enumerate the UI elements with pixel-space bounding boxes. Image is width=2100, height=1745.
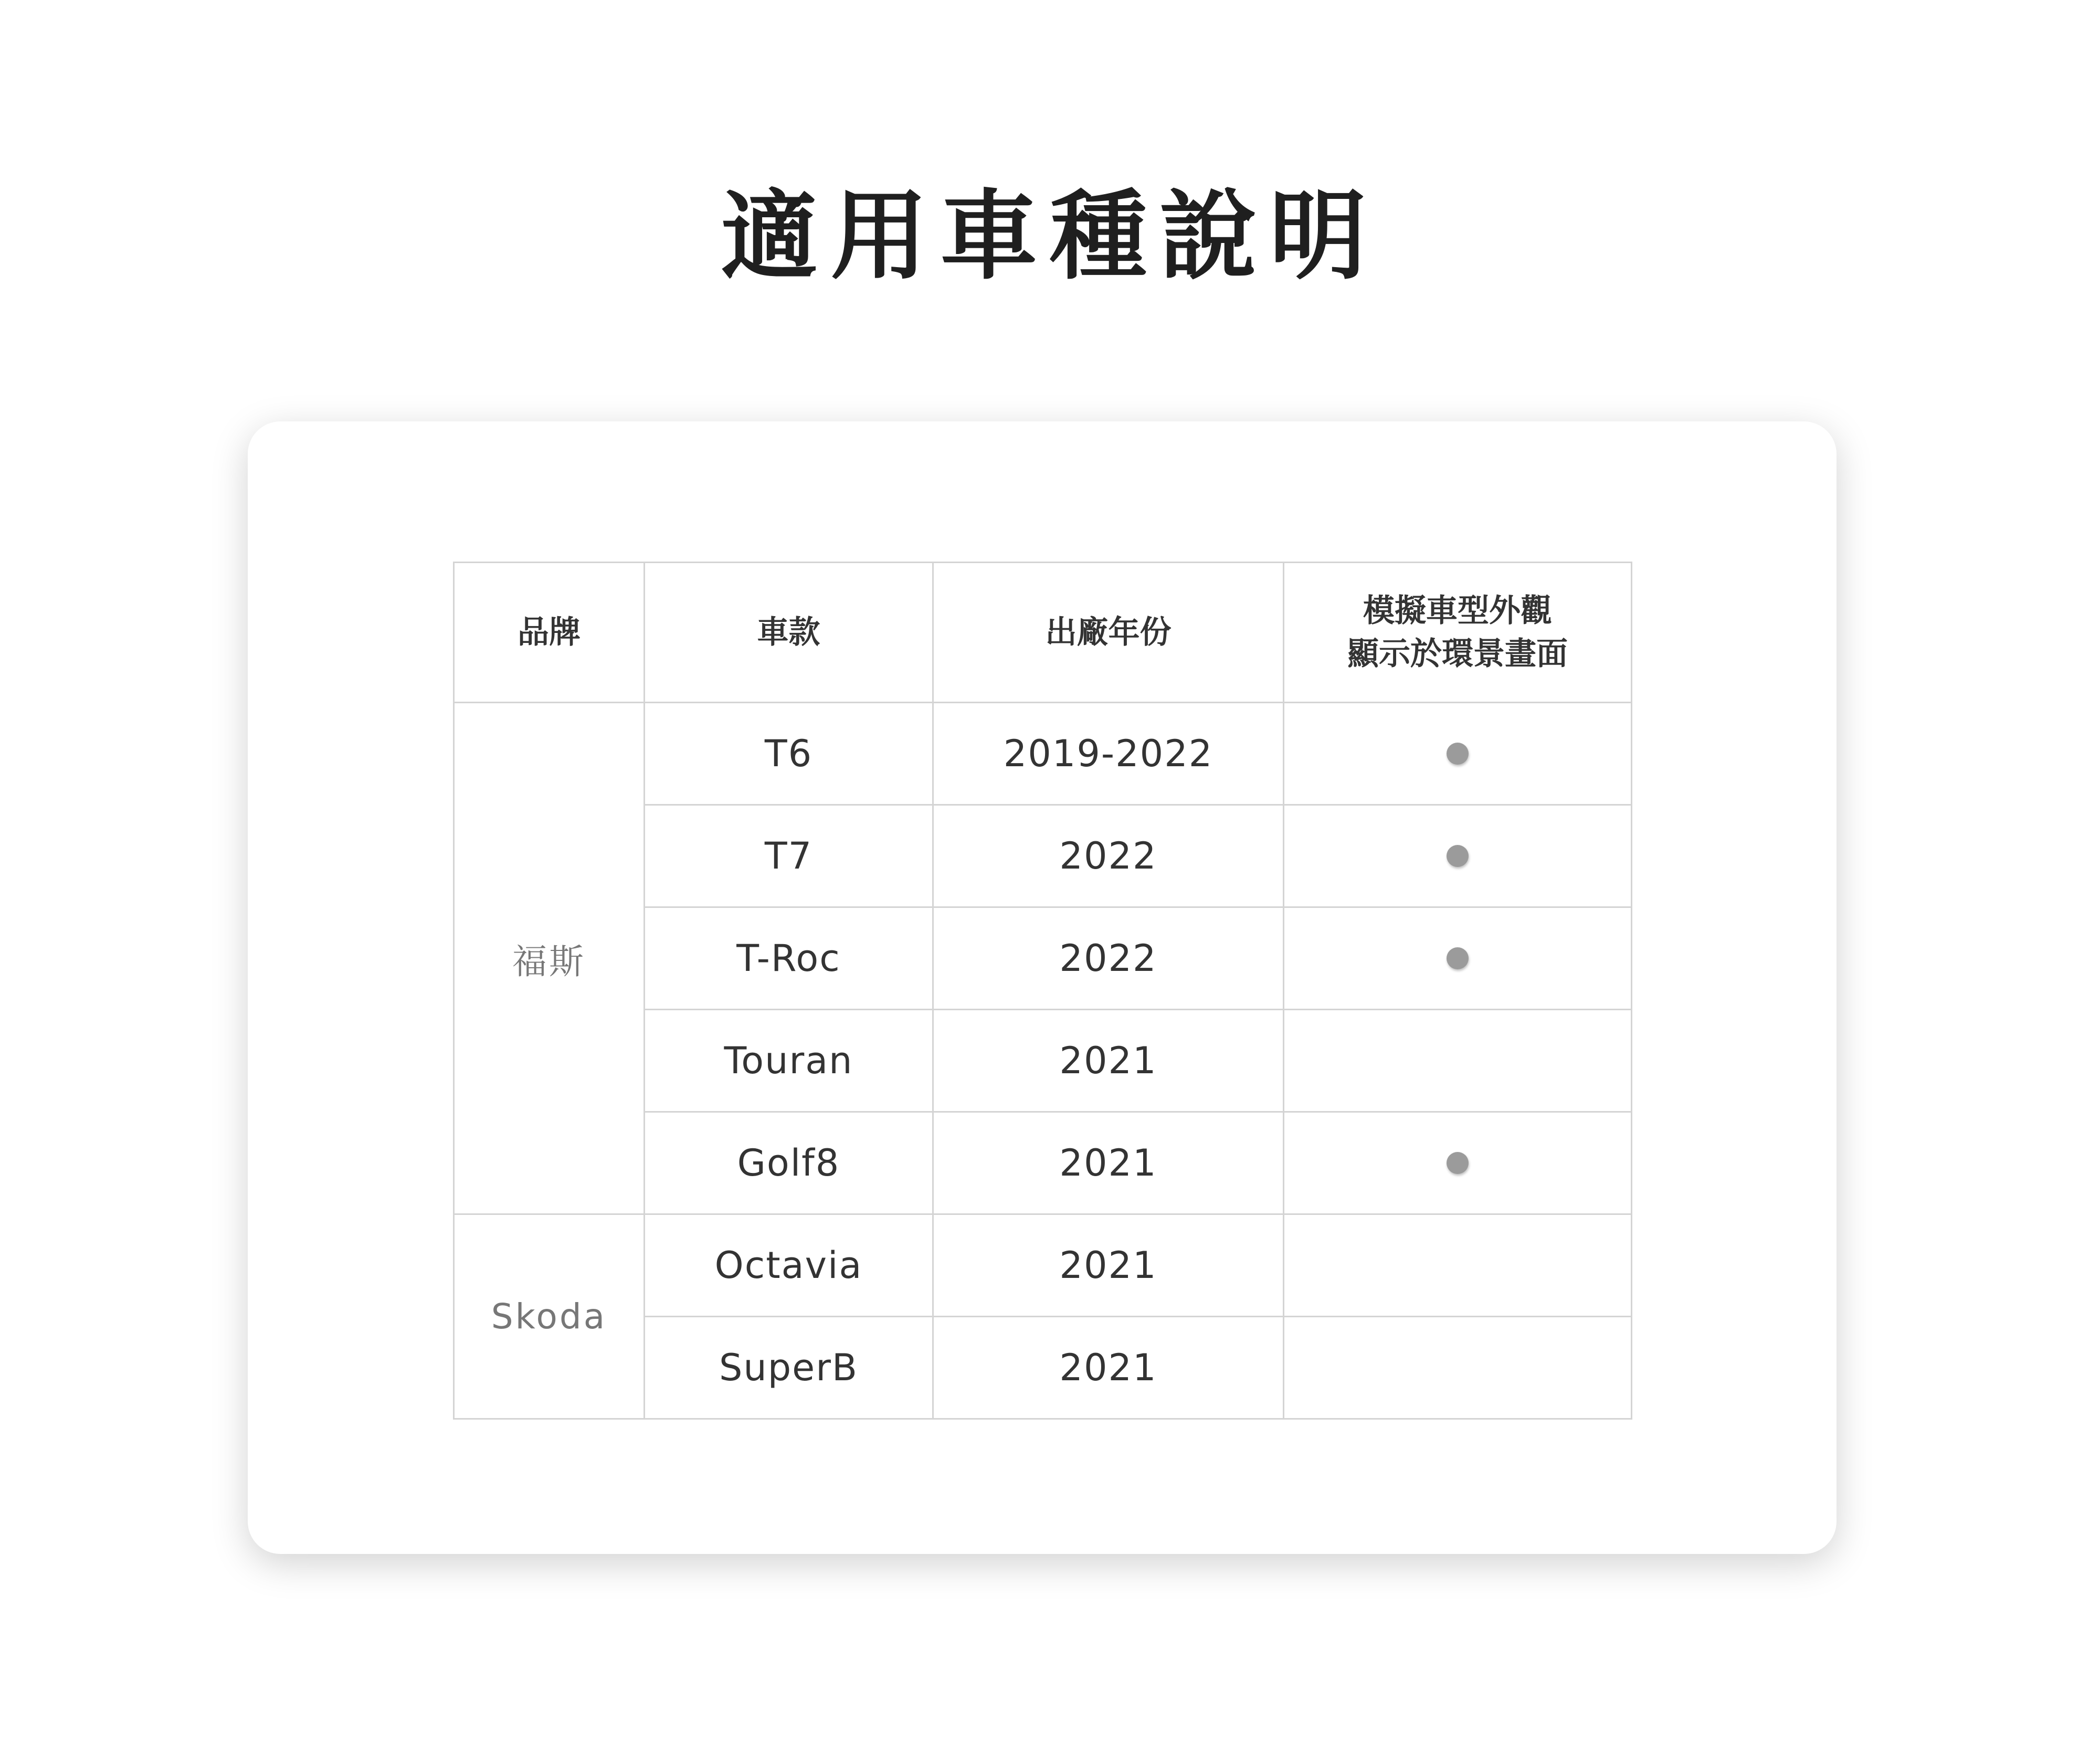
year-cell: 2022 bbox=[933, 805, 1284, 907]
surround-view-cell bbox=[1284, 1317, 1632, 1419]
availability-dot-icon bbox=[1447, 845, 1469, 867]
year-cell: 2021 bbox=[933, 1214, 1284, 1317]
compatibility-table bbox=[453, 562, 1632, 1420]
surround-view-cell bbox=[1284, 907, 1632, 1010]
table-row bbox=[454, 703, 1632, 805]
model-cell: Touran bbox=[645, 1010, 933, 1112]
model-cell: T6 bbox=[645, 703, 933, 805]
surround-view-cell bbox=[1284, 1010, 1632, 1112]
header-brand: 品牌 bbox=[454, 563, 645, 703]
model-cell: T-Roc bbox=[645, 907, 933, 1010]
availability-dot-icon bbox=[1447, 743, 1469, 765]
surround-view-cell bbox=[1284, 703, 1632, 805]
year-cell: 2019-2022 bbox=[933, 703, 1284, 805]
table-row bbox=[454, 1214, 1632, 1317]
surround-view-cell bbox=[1284, 1112, 1632, 1214]
year-cell: 2021 bbox=[933, 1010, 1284, 1112]
model-cell: Golf8 bbox=[645, 1112, 933, 1214]
model-cell: Octavia bbox=[645, 1214, 933, 1317]
header-model: 車款 bbox=[645, 563, 933, 703]
availability-dot-icon bbox=[1447, 947, 1469, 969]
surround-view-cell bbox=[1284, 805, 1632, 907]
header-year: 出廠年份 bbox=[933, 563, 1284, 703]
table-header-row bbox=[454, 563, 1632, 703]
availability-dot-icon bbox=[1447, 1152, 1469, 1174]
model-cell: SuperB bbox=[645, 1317, 933, 1419]
year-cell: 2021 bbox=[933, 1112, 1284, 1214]
page-title: 適用車種說明 bbox=[721, 179, 1379, 293]
table-body bbox=[454, 703, 1632, 1419]
header-surround-view-line1: 模擬車型外觀 bbox=[1363, 593, 1552, 629]
table-card bbox=[248, 421, 1837, 1554]
header-surround-view bbox=[1284, 563, 1632, 703]
brand-cell: Skoda bbox=[454, 1214, 645, 1419]
header-surround-view-line2: 顯示於環景畫面 bbox=[1347, 636, 1568, 672]
year-cell: 2021 bbox=[933, 1317, 1284, 1419]
year-cell: 2022 bbox=[933, 907, 1284, 1010]
surround-view-cell bbox=[1284, 1214, 1632, 1317]
model-cell: T7 bbox=[645, 805, 933, 907]
brand-cell: 福斯 bbox=[454, 703, 645, 1214]
